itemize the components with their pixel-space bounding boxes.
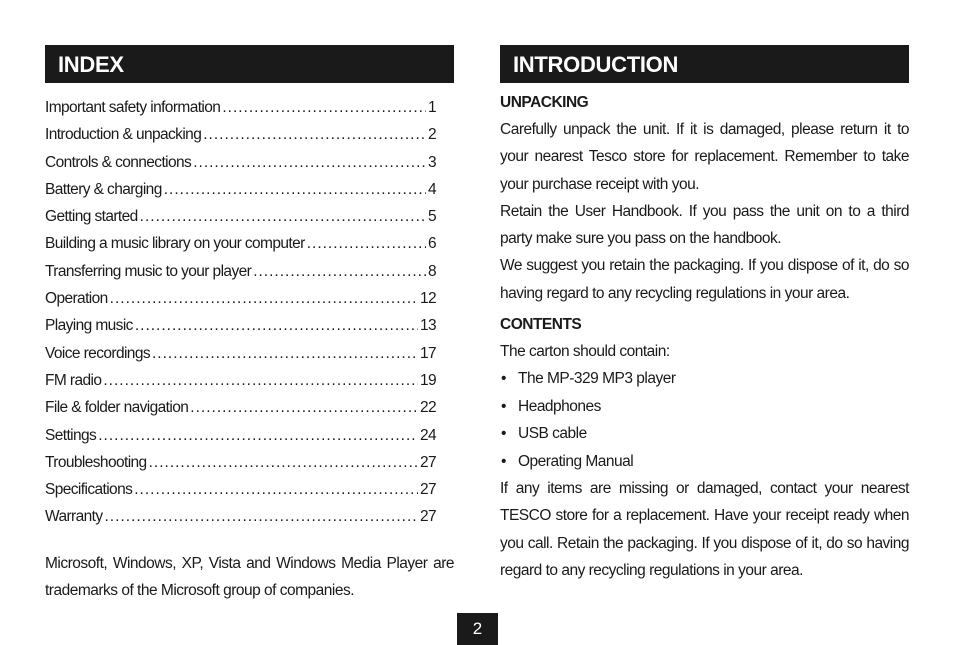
toc-entry — [45, 345, 436, 372]
list-item-label: Operating Manual — [518, 452, 634, 470]
toc-entry — [45, 99, 436, 126]
bullet-icon: • — [501, 397, 506, 415]
toc-leader-dots — [98, 427, 418, 445]
index-column — [45, 45, 454, 620]
toc-entry-title: Important safety information — [45, 99, 221, 116]
toc-entry-title: Operation — [45, 290, 108, 308]
toc-entry-page: 27 — [419, 508, 436, 526]
toc-entry-title: FM radio — [45, 371, 102, 389]
page-number: 2 — [457, 613, 498, 645]
unpacking-heading: UNPACKING — [500, 94, 589, 111]
toc-entry-page: 27 — [419, 481, 436, 499]
list-item — [500, 393, 909, 420]
toc-entry-title: File & folder navigation — [45, 399, 189, 417]
list-item — [500, 365, 909, 392]
contents-intro: The carton should contain: — [500, 343, 670, 361]
toc-leader-dots — [193, 154, 426, 172]
toc-entry — [45, 208, 436, 235]
unpacking-paragraph-1: Carefully unpack the unit. If it is damaged, please return it to your nearest Tesco store for replacement. Remember to take your purchase receipt with you. — [500, 121, 909, 193]
toc-entry-title: Battery & charging — [45, 180, 162, 198]
toc-leader-dots — [190, 399, 418, 417]
toc-entry-title: Playing music — [45, 317, 133, 335]
unpacking-paragraph-2: Retain the User Handbook. If you pass the unit on to a third party make sure you pass on the handbook. — [500, 202, 909, 248]
toc-entry-title: Building a music library on your computer — [45, 235, 305, 253]
list-item — [500, 448, 909, 475]
toc-entry — [45, 181, 436, 208]
toc-entry-page: 6 — [427, 235, 436, 253]
toc-leader-dots — [140, 208, 426, 226]
toc-leader-dots — [105, 508, 418, 526]
toc-entry-title: Troubleshooting — [45, 453, 147, 471]
toc-entry-page: 24 — [419, 426, 436, 444]
toc-entry-page: 19 — [419, 371, 436, 389]
toc-entry-page: 22 — [419, 399, 436, 417]
toc-leader-dots — [110, 290, 418, 308]
toc-entry-title: Specifications — [45, 481, 133, 499]
bullet-icon: • — [501, 370, 506, 388]
toc-entry — [45, 126, 436, 153]
toc-entry-page: 13 — [419, 317, 436, 335]
toc-leader-dots — [134, 481, 418, 499]
contents-heading: CONTENTS — [500, 316, 582, 334]
introduction-heading: INTRODUCTION — [500, 45, 909, 83]
toc-leader-dots — [307, 235, 426, 253]
bullet-icon: • — [501, 425, 506, 443]
toc-entry-title: Controls & connections — [45, 153, 192, 171]
toc-entry-page: 12 — [419, 290, 436, 308]
toc-entry-title: Voice recordings — [45, 344, 150, 362]
toc-entry-page: 27 — [419, 453, 436, 471]
list-item-label: The MP-329 MP3 player — [518, 370, 676, 388]
toc-leader-dots — [203, 126, 426, 144]
toc-entry — [45, 263, 436, 290]
toc-leader-dots — [164, 181, 426, 199]
index-heading: INDEX — [45, 45, 454, 83]
toc-entry-title: Transferring music to your player — [45, 262, 252, 280]
toc-leader-dots — [253, 263, 426, 281]
toc-entry-page: 3 — [427, 153, 436, 171]
toc-entry-page: 8 — [427, 262, 436, 280]
contents-paragraph: If any items are missing or damaged, contact your nearest TESCO store for a replacement. Have your receipt ready when you call. Retain the packaging. If you dispose of it, do so having regard to any recycling regulations in your area. — [500, 480, 909, 579]
toc-leader-dots — [149, 454, 418, 472]
table-of-contents — [45, 99, 454, 536]
toc-leader-dots — [222, 99, 426, 117]
toc-entry-title: Introduction & unpacking — [45, 126, 202, 144]
list-item-label: Headphones — [518, 397, 601, 415]
toc-entry-page: 1 — [427, 99, 436, 116]
toc-entry — [45, 399, 436, 426]
toc-entry — [45, 372, 436, 399]
toc-leader-dots — [103, 372, 418, 390]
toc-entry-title: Getting started — [45, 208, 138, 226]
toc-entry — [45, 154, 436, 181]
toc-entry-page: 2 — [427, 126, 436, 144]
trademark-notice: Microsoft, Windows, XP, Vista and Windows Media Player are trademarks of the Microsoft group of companies. — [45, 554, 454, 600]
toc-entry — [45, 427, 436, 454]
unpacking-paragraph-3: We suggest you retain the packaging. If you dispose of it, do so having regard to any recycling regulations in your area. — [500, 257, 909, 302]
toc-entry — [45, 235, 436, 262]
toc-entry-title: Warranty — [45, 508, 103, 526]
toc-leader-dots — [135, 317, 418, 335]
list-item — [500, 420, 909, 447]
toc-entry — [45, 454, 436, 481]
toc-entry — [45, 508, 436, 535]
toc-entry-page: 4 — [427, 180, 436, 198]
bullet-icon: • — [501, 452, 506, 470]
toc-entry-title: Settings — [45, 426, 97, 444]
introduction-column — [500, 45, 909, 584]
toc-entry-page: 17 — [419, 344, 436, 362]
contents-list — [500, 365, 909, 475]
toc-entry-page: 5 — [427, 208, 436, 226]
toc-leader-dots — [152, 345, 418, 363]
toc-entry — [45, 290, 436, 317]
toc-entry — [45, 317, 436, 344]
toc-entry — [45, 481, 436, 508]
list-item-label: USB cable — [518, 425, 587, 443]
